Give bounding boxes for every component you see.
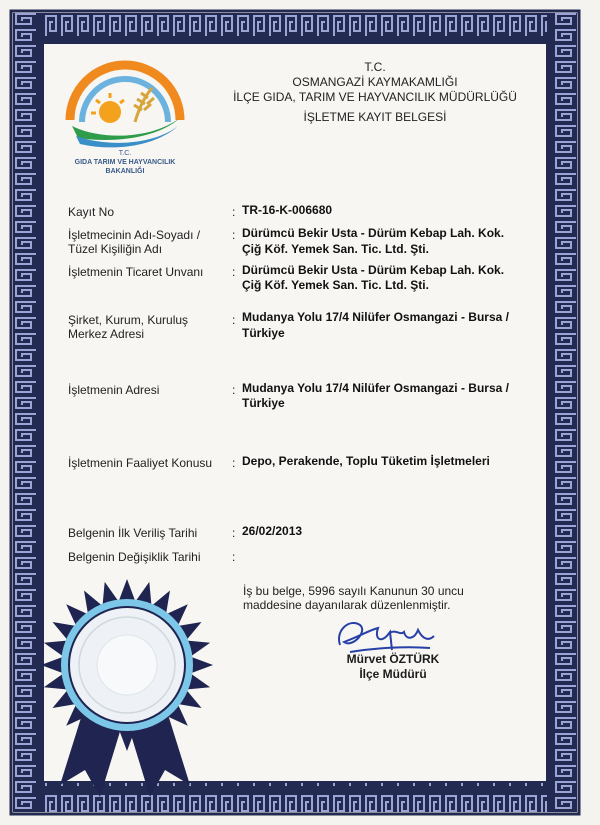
colon: : (232, 313, 236, 327)
document-title: İŞLETME KAYIT BELGESİ (303, 110, 447, 124)
value-adres-1: Mudanya Yolu 17/4 Nilüfer Osmangazi - Bursa / (242, 381, 509, 395)
label-adi-soyadi-1: İşletmecinin Adı-Soyadı / (68, 228, 201, 242)
label-kayit-no: Kayıt No (68, 205, 115, 219)
header-kaymakamlik: OSMANGAZİ KAYMAKAMLIĞI (292, 75, 458, 89)
colon: : (232, 456, 236, 470)
logo-text-bakanlik: BAKANLIĞI (105, 168, 145, 175)
ministry-logo (60, 60, 190, 183)
logo-text-ministry: GIDA TARIM VE HAYVANCILIK (74, 159, 176, 166)
value-kayit-no: TR-16-K-006680 (242, 203, 333, 217)
legal-note-line2: maddesine dayanılarak düzenlenmiştir. (243, 598, 451, 612)
colon: : (232, 205, 236, 219)
value-ticaret-unvani-1: Dürümcü Bekir Usta - Dürüm Kebap Lah. Kok. (242, 263, 505, 277)
header-mudurluk: İLÇE GIDA, TARIM VE HAYVANCILIK MÜDÜRLÜĞÜ (233, 90, 517, 104)
value-adi-soyadi-2: Çiğ Köf. Yemek San. Tic. Ltd. Şti. (242, 242, 429, 256)
colon: : (232, 550, 236, 564)
value-adres-2: Türkiye (242, 396, 285, 410)
value-merkez-adresi-1: Mudanya Yolu 17/4 Nilüfer Osmangazi - Bursa / (242, 310, 509, 324)
legal-note-line1: İş bu belge, 5996 sayılı Kanunun 30 uncu (243, 584, 464, 598)
colon: : (232, 228, 236, 242)
rosette-seal-icon (40, 575, 215, 805)
label-ticaret-unvani: İşletmenin Ticaret Unvanı (68, 265, 204, 279)
label-faaliyet: İşletmenin Faaliyet Konusu (68, 456, 213, 470)
value-adi-soyadi-1: Dürümcü Bekir Usta - Dürüm Kebap Lah. Kok. (242, 226, 505, 240)
value-ticaret-unvani-2: Çiğ Köf. Yemek San. Tic. Ltd. Şti. (242, 278, 429, 292)
label-degisiklik: Belgenin Değişiklik Tarihi (68, 550, 201, 564)
logo-text-tc: T.C. (118, 150, 132, 157)
value-ilk-verilis: 26/02/2013 (242, 524, 303, 538)
label-adi-soyadi-2: Tüzel Kişiliğin Adı (68, 242, 163, 256)
label-ilk-verilis: Belgenin İlk Veriliş Tarihi (68, 526, 198, 540)
value-merkez-adresi-2: Türkiye (242, 326, 285, 340)
colon: : (232, 383, 236, 397)
label-adres: İşletmenin Adresi (68, 383, 160, 397)
label-merkez-adresi-2: Merkez Adresi (68, 327, 145, 341)
value-faaliyet: Depo, Perakende, Toplu Tüketim İşletmeleri (242, 454, 490, 468)
colon: : (232, 526, 236, 540)
label-merkez-adresi-1: Şirket, Kurum, Kuruluş (68, 313, 189, 327)
signatory-name: Mürvet ÖZTÜRK (346, 652, 440, 666)
signatory-title: İlçe Müdürü (359, 667, 427, 681)
header-tc: T.C. (364, 60, 386, 74)
colon: : (232, 265, 236, 279)
